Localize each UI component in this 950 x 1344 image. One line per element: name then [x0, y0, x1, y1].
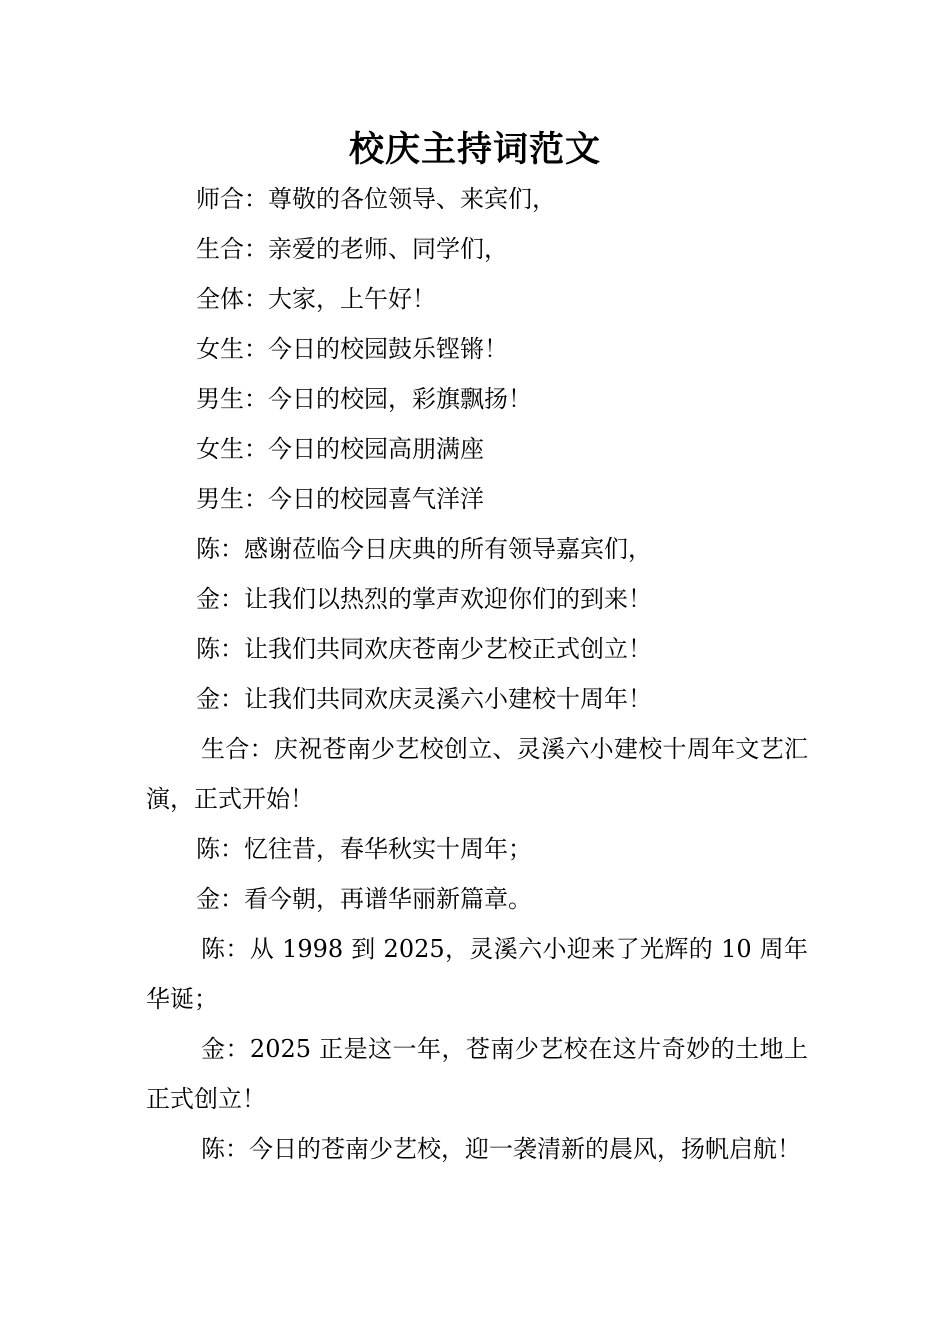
paragraph: 全体：大家，上午好！ — [196, 285, 436, 313]
paragraph: 女生：今日的校园鼓乐铿锵！ — [196, 335, 508, 363]
paragraph: 陈：忆往昔，春华秋实十周年； — [196, 835, 532, 863]
paragraph: 陈：今日的苍南少艺校，迎一袭清新的晨风，扬帆启航！ — [201, 1135, 801, 1163]
paragraph: 生合：亲爱的老师、同学们， — [196, 235, 508, 263]
paragraph: 金：让我们共同欢庆灵溪六小建校十周年！ — [196, 685, 652, 713]
paragraph: 男生：今日的校园，彩旗飘扬！ — [196, 385, 532, 413]
paragraph: 金：让我们以热烈的掌声欢迎你们的到来！ — [196, 585, 652, 613]
paragraph: 陈：让我们共同欢庆苍南少艺校正式创立！ — [196, 635, 652, 663]
paragraph: 陈：感谢莅临今日庆典的所有领导嘉宾们， — [196, 535, 652, 563]
document-title: 校庆主持词范文 — [348, 129, 601, 170]
paragraph: 陈：从 1998 到 2025，灵溪六小迎来了光辉的 10 周年华诞； — [146, 935, 808, 1013]
paragraph: 男生：今日的校园喜气洋洋 — [196, 485, 484, 513]
paragraph: 金：看今朝，再谱华丽新篇章。 — [196, 885, 532, 913]
paragraph: 生合：庆祝苍南少艺校创立、灵溪六小建校十周年文艺汇演，正式开始！ — [146, 735, 808, 813]
document-body — [146, 174, 808, 1174]
paragraph: 师合：尊敬的各位领导、来宾们， — [196, 185, 556, 213]
paragraph: 女生：今日的校园高朋满座 — [196, 435, 484, 463]
paragraph: 金：2025 正是这一年，苍南少艺校在这片奇妙的土地上正式创立！ — [146, 1035, 808, 1113]
